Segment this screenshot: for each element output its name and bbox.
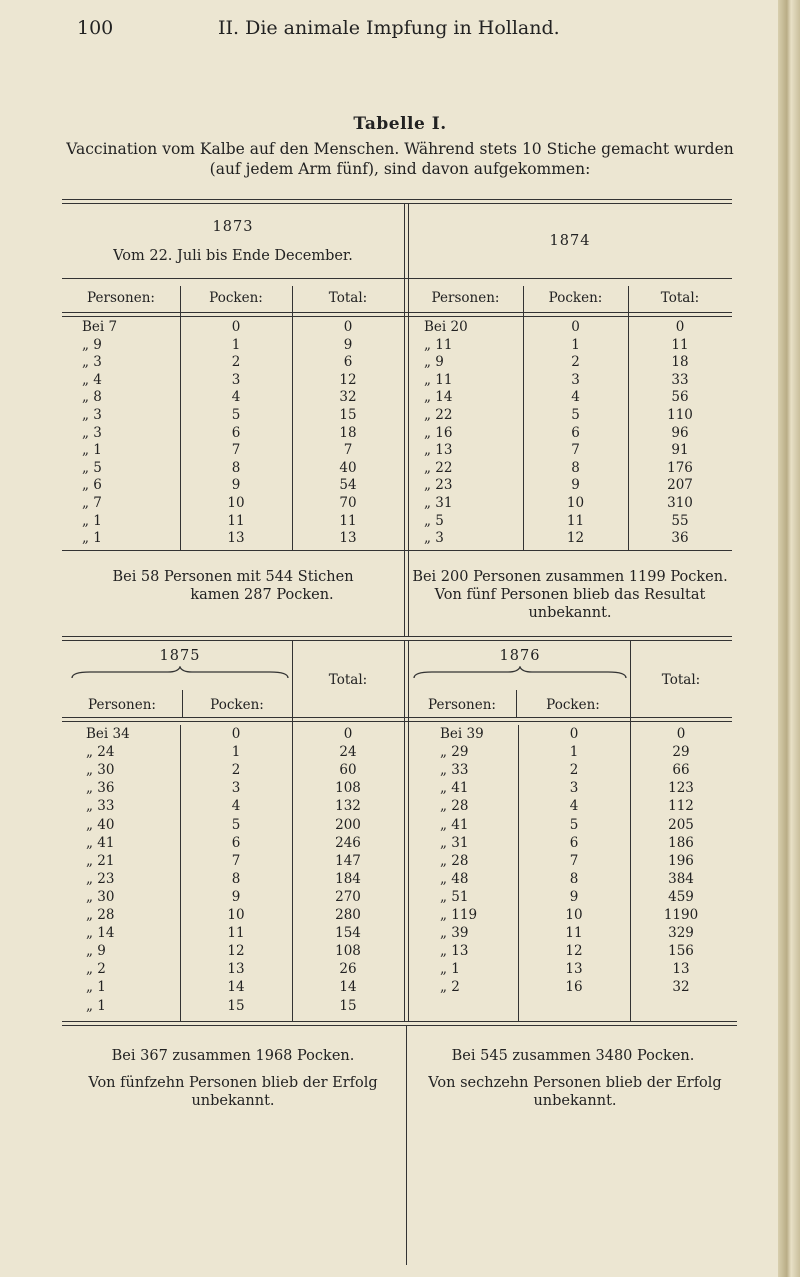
cell-pocken: 14 [227,979,245,996]
cell-pocken: 2 [231,354,241,371]
cell-pocken: 5 [231,816,241,833]
divider-main-lower [404,640,405,1021]
cell-personen: „ 6 [82,477,102,494]
summary-1873-line-1: Bei 58 Personen mit 544 Stichen [112,569,354,585]
cell-total: 154 [335,925,361,942]
cell-pocken: 9 [231,477,241,494]
summary-1876-line-1: Bei 545 zusammen 3480 Pocken. [451,1048,695,1064]
cell-personen: „ 21 [86,852,115,869]
cell-total: 108 [335,780,361,797]
cell-pocken: 5 [571,407,580,423]
rule-body-end-lower [62,1025,737,1026]
cell-pocken: 8 [569,870,579,887]
col-total-1876: Total: [661,672,701,688]
cell-personen: „ 7 [82,495,102,511]
cell-total: 29 [672,744,690,761]
col-pocken-1873: Pocken: [209,290,263,306]
rule-body-end-lower [62,1021,737,1022]
rule-top [62,203,732,204]
cell-pocken: 1 [231,336,241,353]
cell-personen: Bei 39 [440,726,484,742]
cell-personen: „ 29 [440,744,469,761]
cell-personen: „ 119 [440,907,478,923]
year-1876: 1876 [499,648,541,664]
cell-personen: „ 30 [86,888,115,905]
rule-top [62,199,732,200]
cell-total: 32 [672,979,690,996]
cell-pocken: 9 [569,888,579,905]
cell-personen: „ 41 [440,780,469,797]
cell-total: 0 [676,726,686,742]
cell-pocken: 1 [231,744,241,761]
summary-1875-line-1: Bei 367 zusammen 1968 Pocken. [111,1048,355,1064]
cell-total: 13 [672,961,690,978]
col-pocken-1876: Pocken: [546,697,600,713]
cell-pocken: 7 [231,442,241,459]
col-personen-1876: Personen: [428,697,496,713]
cell-pocken: 10 [227,907,245,923]
col-pocken-1875: Pocken: [210,697,264,713]
cell-personen: „ 8 [82,389,102,406]
cell-personen: „ 3 [82,424,102,441]
cell-total: 18 [339,424,357,441]
cell-total: 184 [335,870,361,887]
summary-1875-line-3: unbekannt. [191,1093,275,1109]
col-personen-1875: Personen: [88,697,156,713]
cell-total: 280 [335,907,361,923]
cell-pocken: 2 [231,762,241,779]
cell-pocken: 4 [231,389,241,406]
summary-1874-line-2: Von fünf Personen blieb das Resultat [434,587,706,603]
cell-total: 196 [668,852,694,869]
cell-total: 12 [339,371,357,388]
cell-personen: „ 9 [86,943,106,960]
cell-total: 54 [339,477,357,494]
cell-personen: „ 23 [86,870,115,887]
cell-pocken: 3 [571,371,580,388]
cell-personen: „ 3 [82,407,102,423]
cell-total: 96 [671,424,689,441]
col-total-1874: Total: [660,290,700,306]
col-personen-1874: Personen: [431,290,500,306]
cell-pocken: 7 [569,852,579,869]
brace-1876 [412,666,628,682]
cell-personen: „ 30 [86,762,115,779]
cell-pocken: 0 [569,726,579,742]
intro-line-2: (auf jedem Arm fünf), sind davon aufgekommen: [209,160,591,178]
cell-personen: „ 1 [82,530,102,547]
cell-total: 207 [667,477,693,494]
cell-pocken: 1 [569,744,579,761]
divider-main [404,203,405,636]
cell-personen: „ 1 [86,979,106,996]
cell-personen: „ 14 [86,925,115,942]
cell-pocken: 10 [566,495,585,511]
cell-pocken: 4 [571,389,580,406]
cell-total: 18 [671,354,689,371]
cell-total: 112 [668,798,694,815]
cell-personen: „ 24 [86,744,115,761]
cell-total: 310 [667,495,693,511]
rule-section-end [62,636,732,637]
cell-personen: „ 2 [440,979,460,996]
cell-pocken: 12 [565,943,583,960]
brace-1875 [70,666,290,682]
cell-pocken: 11 [565,925,583,942]
cell-pocken: 11 [227,925,245,942]
rule-colhead-lower [62,721,732,722]
cell-personen: „ 51 [440,888,469,905]
cell-personen: „ 1 [82,512,102,529]
cell-total: 200 [335,816,361,833]
cell-personen: „ 33 [440,762,469,779]
col-personen-1873: Personen: [87,290,155,306]
cell-personen: „ 13 [440,943,469,960]
cell-pocken: 8 [231,870,241,887]
cell-total: 70 [339,495,357,511]
cell-pocken: 13 [227,961,245,978]
summary-1873-line-2: kamen 287 Pocken. [190,587,334,603]
cell-personen: „ 11 [424,371,453,388]
cell-total: 459 [668,888,694,905]
cell-pocken: 5 [569,816,579,833]
cell-total: 66 [672,762,690,779]
cell-total: 147 [335,852,361,869]
cell-pocken: 5 [231,407,241,423]
cell-personen: „ 28 [86,907,115,923]
cell-total: 108 [335,943,361,960]
cell-personen: „ 48 [440,870,469,887]
cell-pocken: 10 [565,907,583,923]
col-total-1875: Total: [328,672,368,688]
cell-personen: „ 14 [424,389,453,406]
summary-1876-line-2: Von sechzehn Personen blieb der Erfolg [428,1075,722,1091]
cell-total: 56 [671,389,689,406]
rule-header [62,278,732,279]
cell-personen: „ 11 [424,336,453,353]
cell-pocken: 7 [231,852,241,869]
cell-total: 24 [339,744,357,761]
cell-pocken: 9 [571,477,580,494]
cell-pocken: 0 [571,319,580,335]
cell-pocken: 10 [227,495,245,511]
cell-pocken: 8 [231,459,241,476]
cell-personen: „ 16 [424,424,453,441]
cell-total: 11 [671,336,689,353]
intro-line-1: Vaccination vom Kalbe auf den Menschen. Während stets 10 Stiche gemacht wurden [66,140,734,158]
cell-total: 246 [335,834,361,851]
cell-personen: „ 41 [86,834,115,851]
cell-total: 123 [668,780,694,797]
cell-personen: Bei 7 [82,319,118,335]
cell-personen: „ 9 [424,354,444,371]
cell-total: 33 [671,371,689,388]
col-total-1873: Total: [328,290,368,306]
cell-personen: „ 4 [82,371,102,388]
cell-pocken: 2 [569,762,579,779]
cell-total: 186 [668,834,694,851]
rule-colhead-lower [62,717,732,718]
cell-pocken: 0 [231,319,241,335]
year-1873: 1873 [212,219,254,235]
cell-personen: „ 36 [86,780,115,797]
cell-total: 329 [668,925,694,942]
rule-section-end [62,640,732,641]
cell-pocken: 0 [231,726,241,742]
cell-total: 9 [343,336,353,353]
cell-total: 60 [339,762,357,779]
cell-total: 132 [335,798,361,815]
cell-total: 13 [339,530,357,547]
running-title: II. Die animale Impfung in Holland. [218,17,560,39]
cell-pocken: 12 [227,943,245,960]
cell-personen: „ 5 [424,512,444,529]
cell-pocken: 9 [231,888,241,905]
year-1874: 1874 [549,233,591,249]
cell-total: 1190 [663,907,699,923]
cell-personen: Bei 34 [86,726,130,742]
cell-personen: „ 22 [424,459,453,476]
cell-pocken: 1 [571,336,580,353]
cell-total: 36 [671,530,689,547]
cell-pocken: 6 [231,834,241,851]
cell-total: 0 [675,319,685,335]
col-pocken-1874: Pocken: [548,290,603,306]
cell-personen: „ 13 [424,442,453,459]
cell-pocken: 11 [227,512,245,529]
cell-total: 156 [668,943,694,960]
rule-colhead [62,316,732,317]
cell-total: 11 [339,512,357,529]
page-number: 100 [77,17,114,39]
cell-pocken: 3 [231,371,241,388]
cell-personen: „ 2 [86,961,106,978]
cell-personen: „ 40 [86,816,115,833]
cell-pocken: 2 [571,354,580,371]
cell-pocken: 4 [569,798,579,815]
cell-total: 176 [667,459,693,476]
cell-personen: „ 39 [440,925,469,942]
cell-personen: „ 1 [440,961,460,978]
cell-total: 15 [339,407,357,423]
cell-pocken: 12 [566,530,585,547]
cell-personen: „ 31 [440,834,469,851]
cell-pocken: 16 [565,979,583,996]
cell-pocken: 7 [571,442,580,459]
table-title: Tabelle I. [353,114,447,134]
cell-personen: „ 3 [82,354,102,371]
cell-pocken: 8 [571,459,580,476]
cell-pocken: 3 [569,780,579,797]
cell-personen: „ 28 [440,852,469,869]
page-edge [778,0,800,1277]
cell-total: 0 [343,726,353,742]
cell-pocken: 6 [231,424,241,441]
cell-total: 0 [343,319,353,335]
divider-footer [406,1025,407,1265]
cell-total: 7 [343,442,353,459]
rule-colhead [62,312,732,313]
cell-personen: „ 31 [424,495,453,511]
cell-total: 15 [339,997,357,1014]
cell-personen: „ 33 [86,798,115,815]
cell-pocken: 6 [571,424,580,441]
cell-total: 110 [667,407,693,423]
cell-personen: „ 5 [82,459,102,476]
cell-personen: „ 1 [82,442,102,459]
cell-pocken: 11 [566,512,585,529]
cell-total: 14 [339,979,357,996]
year-1875: 1875 [159,648,201,664]
cell-pocken: 13 [227,530,245,547]
summary-1874-line-1: Bei 200 Personen zusammen 1199 Pocken. [412,569,728,585]
summary-1876-line-3: unbekannt. [533,1093,617,1109]
cell-personen: „ 28 [440,798,469,815]
cell-total: 91 [671,442,689,459]
cell-total: 205 [668,816,694,833]
cell-total: 6 [343,354,353,371]
cell-personen: „ 1 [86,997,106,1014]
cell-pocken: 3 [231,780,241,797]
cell-total: 26 [339,961,357,978]
summary-1874-line-3: unbekannt. [528,605,612,621]
cell-personen: „ 41 [440,816,469,833]
cell-personen: „ 3 [424,530,444,547]
cell-personen: Bei 20 [424,319,468,335]
cell-total: 40 [339,459,357,476]
cell-pocken: 13 [565,961,583,978]
cell-personen: „ 9 [82,336,102,353]
summary-1875-line-2: Von fünfzehn Personen blieb der Erfolg [88,1075,378,1091]
rule-body-end [62,550,732,551]
cell-pocken: 6 [569,834,579,851]
cell-total: 32 [339,389,357,406]
cell-total: 384 [668,870,694,887]
cell-personen: „ 22 [424,407,453,423]
cell-personen: „ 23 [424,477,453,494]
subtitle-1873: Vom 22. Juli bis Ende December. [113,248,353,264]
cell-total: 55 [671,512,689,529]
cell-pocken: 15 [227,997,245,1014]
cell-total: 270 [335,888,361,905]
cell-pocken: 4 [231,798,241,815]
